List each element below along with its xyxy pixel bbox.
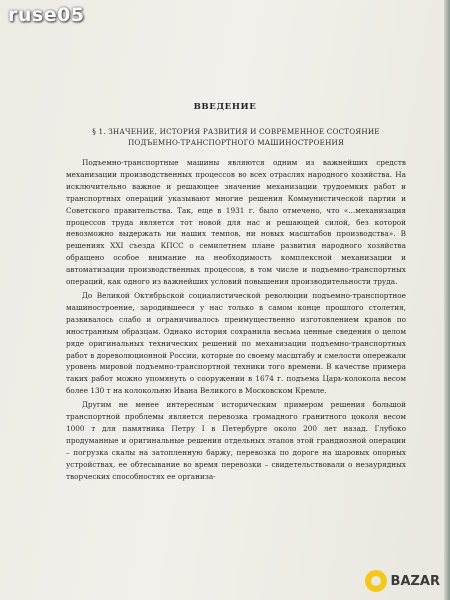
page-title: ВВЕДЕНИЕ — [193, 102, 257, 112]
paragraph-1: Подъемно-транспортные машины являются одним из важнейших средств механизации производственных процессов во всех отраслях народного хозяйства. На исключительно важное и решающее значение механизации трудоемких работ и транспортных операций указывают многие решения Коммунистической партии и Советского правительства. Так, еще в 1931 г. было отмечено, что «...механизация процессов труда является тот новой для нас и решающей силой, без которой невозможно выдержать ни наших темпов, ни новых масштабов производства». В решениях XXI съезда КПСС о семилетнем плане развития народного хозяйства обращено особое внимание на необходимость комплексной механизации и автоматизации производственных процессов, в том числе и подъемно-транспортных операций, как одного из важнейших условий повышения производительности труда. — [66, 158, 406, 287]
page-edge — [444, 0, 450, 600]
section-heading: § 1. ЗНАЧЕНИЕ, ИСТОРИЯ РАЗВИТИЯ И СОВРЕМЕННОЕ СОСТОЯНИЕ ПОДЪЕМНО-ТРАНСПОРТНОГО МАШИНОСТРОЕНИЯ — [92, 127, 380, 147]
seller-watermark: ruse05 — [8, 4, 85, 26]
paragraph-2: До Великой Октябрьской социалистической революции подъемно-транспортное машиностроение, зародившееся у нас только в самом конце прошлого столетия, развивалось слабо и ограничивалось преимущественно изготовлением кранов по иностранным образцам. Однако история сохранила весьма ценные сведения о целом ряде оригинальных технических решений по механизации подъемно-транспортных работ в дореволюционной России, которые по своему масштабу и смелости опережали уровень мировой подъемно-транспортной техники того времени. В качестве примера таких работ можно упомянуть о сооружении в 1674 г. подъема Царь-колокола весом более 130 т на колокольню Ивана Великого в Московском Кремле. — [66, 290, 406, 396]
bazar-logo-text: BAZAR — [390, 573, 440, 589]
bazar-logo-icon — [365, 570, 387, 592]
body-text — [66, 157, 406, 482]
paragraph-3: Другим не менее интересным историческим примером решения большой транспортной проблемы является перевозка громадного гранитного цоколя весом 1000 т для памятника Петру I в Петербурге около 200 лет назад. Глубоко продуманные и оригинальные решения отдельных этапов этой грандиозной операции – погрузка скалы на затопленную баржу, перевозка по дороге на шаровых опорных устройствах, ее обтесывание во время перевозки – свидетельствовали о незаурядных творческих способностях ее организа- — [66, 400, 406, 481]
bazar-logo — [365, 570, 440, 592]
